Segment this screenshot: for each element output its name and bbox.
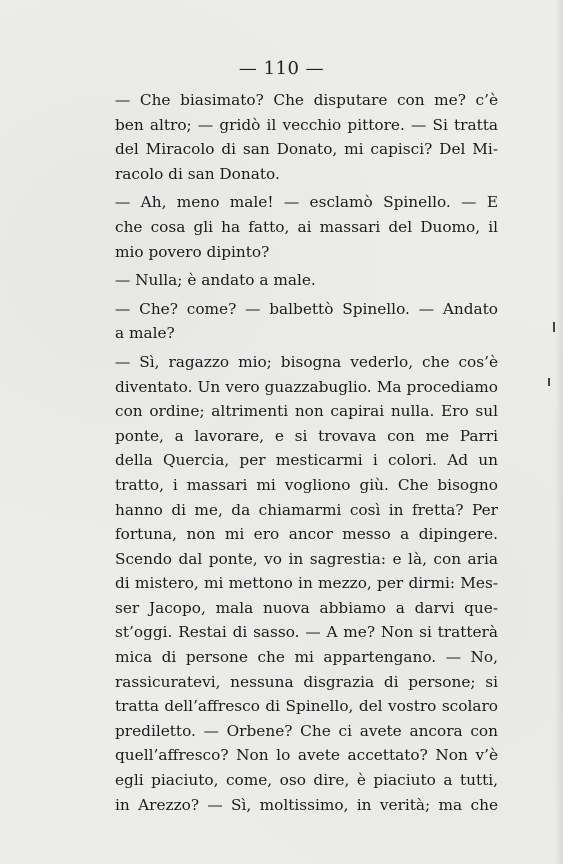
text-line: del Miracolo di san Donato, mi capisci? Del Mi- bbox=[115, 140, 498, 159]
body-text bbox=[115, 88, 498, 817]
text-line: tratta dell’affresco di Spinello, del vostro scolaro bbox=[115, 697, 498, 716]
text-line: Scendo dal ponte, vo in sagrestia: e là, con aria bbox=[115, 549, 498, 568]
text-line: in Arezzo? — Sì, moltissimo, in verità; ma che bbox=[115, 795, 498, 814]
text-line: prediletto. — Orbene? Che ci avete ancora con bbox=[115, 721, 498, 740]
text-line: hanno di me, da chiamarmi così in fretta? Per bbox=[115, 500, 498, 519]
margin-mark bbox=[548, 378, 550, 386]
text-line: — Sì, ragazzo mio; bisogna vederlo, che cos’è bbox=[115, 352, 498, 371]
text-line: ponte, a lavorare, e si trovava con me Parri bbox=[115, 426, 498, 445]
text-line: a male? bbox=[115, 324, 175, 343]
text-line: della Quercia, per mesticarmi i colori. Ad un bbox=[115, 451, 498, 470]
text-line: — Ah, meno male! — esclamò Spinello. — E bbox=[115, 193, 498, 212]
page-edge-shadow bbox=[555, 0, 563, 864]
text-line: st’oggi. Restai di sasso. — A me? Non si tratterà bbox=[115, 623, 498, 642]
text-line: rassicuratevi, nessuna disgrazia di persone; si bbox=[115, 672, 498, 691]
text-line: che cosa gli ha fatto, ai massari del Duomo, il bbox=[115, 217, 498, 236]
text-line: mio povero dipinto? bbox=[115, 242, 270, 261]
text-line: ser Jacopo, mala nuova abbiamo a darvi que- bbox=[115, 598, 498, 617]
text-line: di mistero, mi mettono in mezzo, per dirmi: Mes- bbox=[115, 574, 498, 593]
text-line: diventato. Un vero guazzabuglio. Ma procediamo bbox=[115, 377, 498, 396]
text-line: mica di persone che mi appartengano. — No, bbox=[115, 648, 498, 667]
page-number: — 110 — bbox=[238, 58, 325, 79]
margin-mark bbox=[553, 322, 555, 332]
text-line: con ordine; altrimenti non capirai nulla. Ero sul bbox=[115, 402, 498, 421]
text-line: quell’affresco? Non lo avete accettato? Non v’è bbox=[115, 746, 498, 765]
text-line: racolo di san Donato. bbox=[115, 164, 280, 183]
text-line: fortuna, non mi ero ancor messo a dipingere. bbox=[115, 525, 498, 544]
text-line: — Che? come? — balbettò Spinello. — Andato bbox=[115, 299, 498, 318]
text-line: — Nulla; è andato a male. bbox=[115, 271, 316, 290]
text-line: — Che biasimato? Che disputare con me? c’è bbox=[115, 91, 498, 109]
text-line: ben altro; — gridò il vecchio pittore. — Si tratta bbox=[115, 115, 498, 134]
text-line: tratto, i massari mi vogliono giù. Che bisogno bbox=[115, 475, 498, 494]
text-line: egli piaciuto, come, oso dire, è piaciuto a tutti, bbox=[115, 771, 498, 790]
